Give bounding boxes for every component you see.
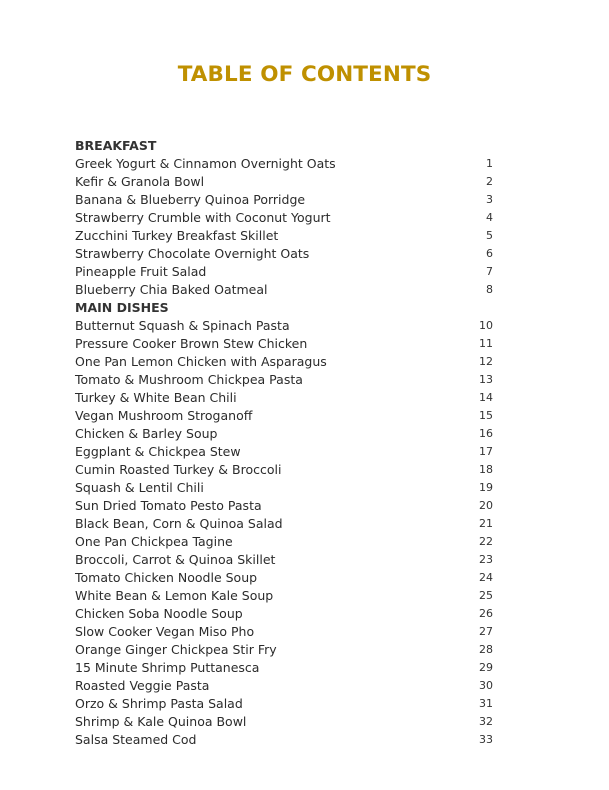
toc-entry-page-number: 24	[479, 571, 493, 584]
toc-entry[interactable]	[75, 317, 493, 335]
toc-entry[interactable]	[75, 209, 493, 227]
table-of-contents	[75, 137, 493, 749]
toc-entry[interactable]	[75, 425, 493, 443]
toc-entry-title: Slow Cooker Vegan Miso Pho	[75, 624, 255, 639]
toc-entry-title: Salsa Steamed Cod	[75, 732, 197, 747]
toc-entry-title: Turkey & White Bean Chili	[75, 390, 237, 405]
toc-entry-title: Black Bean, Corn & Quinoa Salad	[75, 516, 283, 531]
toc-entry-title: Butternut Squash & Spinach Pasta	[75, 318, 290, 333]
toc-entry-page-number: 15	[479, 409, 493, 422]
toc-entry-page-number: 10	[479, 319, 493, 332]
toc-entry-page-number: 2	[486, 175, 493, 188]
toc-entry-title: Orzo & Shrimp Pasta Salad	[75, 696, 243, 711]
toc-entry[interactable]	[75, 353, 493, 371]
toc-entry-title: Vegan Mushroom Stroganoff	[75, 408, 253, 423]
toc-entry-page-number: 1	[486, 157, 493, 170]
toc-entry-title: Orange Ginger Chickpea Stir Fry	[75, 642, 277, 657]
toc-entry-title: One Pan Lemon Chicken with Asparagus	[75, 354, 327, 369]
toc-entry-page-number: 19	[479, 481, 493, 494]
toc-entry-page-number: 14	[479, 391, 493, 404]
toc-entry[interactable]	[75, 389, 493, 407]
toc-entry-title: Zucchini Turkey Breakfast Skillet	[75, 228, 279, 243]
toc-entry-title: Banana & Blueberry Quinoa Porridge	[75, 192, 306, 207]
toc-entry[interactable]	[75, 695, 493, 713]
toc-entry-title: Strawberry Crumble with Coconut Yogurt	[75, 210, 331, 225]
toc-entry[interactable]	[75, 479, 493, 497]
toc-entry-title: Shrimp & Kale Quinoa Bowl	[75, 714, 247, 729]
toc-entry-title: Kefir & Granola Bowl	[75, 174, 205, 189]
toc-entry-title: Chicken & Barley Soup	[75, 426, 218, 441]
toc-entry[interactable]	[75, 677, 493, 695]
toc-entry-page-number: 17	[479, 445, 493, 458]
toc-entry-page-number: 6	[486, 247, 493, 260]
toc-entry-page-number: 7	[486, 265, 493, 278]
toc-entry-title: One Pan Chickpea Tagine	[75, 534, 233, 549]
toc-entry-title: Pressure Cooker Brown Stew Chicken	[75, 336, 308, 351]
toc-entry-title: Squash & Lentil Chili	[75, 480, 204, 495]
toc-entry-title: Roasted Veggie Pasta	[75, 678, 210, 693]
toc-entry[interactable]	[75, 623, 493, 641]
toc-entry-title: Eggplant & Chickpea Stew	[75, 444, 241, 459]
toc-entry-title: White Bean & Lemon Kale Soup	[75, 588, 274, 603]
toc-entry-page-number: 11	[479, 337, 493, 350]
toc-entry-page-number: 21	[479, 517, 493, 530]
toc-entry[interactable]	[75, 587, 493, 605]
toc-entry-title: Blueberry Chia Baked Oatmeal	[75, 282, 268, 297]
toc-entry[interactable]	[75, 281, 493, 299]
toc-entry-title: Cumin Roasted Turkey & Broccoli	[75, 462, 282, 477]
toc-entry[interactable]	[75, 659, 493, 677]
toc-entry-title: Tomato Chicken Noodle Soup	[75, 570, 258, 585]
toc-entry[interactable]	[75, 497, 493, 515]
toc-entry-page-number: 30	[479, 679, 493, 692]
toc-entry[interactable]	[75, 155, 493, 173]
toc-entry-title: 15 Minute Shrimp Puttanesca	[75, 660, 260, 675]
toc-entry[interactable]	[75, 641, 493, 659]
toc-entry[interactable]	[75, 605, 493, 623]
toc-entry[interactable]	[75, 371, 493, 389]
toc-entry[interactable]	[75, 515, 493, 533]
toc-entry[interactable]	[75, 173, 493, 191]
toc-entry[interactable]	[75, 461, 493, 479]
page-title: TABLE OF CONTENTS	[177, 62, 432, 87]
toc-entry[interactable]	[75, 335, 493, 353]
toc-entry[interactable]	[75, 569, 493, 587]
toc-entry-title: Chicken Soba Noodle Soup	[75, 606, 243, 621]
toc-entry-page-number: 16	[479, 427, 493, 440]
toc-entry[interactable]	[75, 245, 493, 263]
section-heading: BREAKFAST	[75, 138, 157, 153]
toc-entry-page-number: 18	[479, 463, 493, 476]
toc-entry-page-number: 20	[479, 499, 493, 512]
toc-entry[interactable]	[75, 407, 493, 425]
toc-entry-page-number: 26	[479, 607, 493, 620]
toc-entry-title: Sun Dried Tomato Pesto Pasta	[75, 498, 262, 513]
toc-entry-page-number: 33	[479, 733, 493, 746]
toc-entry[interactable]	[75, 191, 493, 209]
toc-entry-title: Tomato & Mushroom Chickpea Pasta	[75, 372, 303, 387]
toc-entry[interactable]	[75, 713, 493, 731]
toc-entry-page-number: 5	[486, 229, 493, 242]
toc-entry-page-number: 4	[486, 211, 493, 224]
toc-entry[interactable]	[75, 533, 493, 551]
toc-entry-title: Pineapple Fruit Salad	[75, 264, 207, 279]
toc-entry[interactable]	[75, 731, 493, 749]
toc-entry-title: Broccoli, Carrot & Quinoa Skillet	[75, 552, 276, 567]
toc-entry-page-number: 23	[479, 553, 493, 566]
toc-entry[interactable]	[75, 227, 493, 245]
toc-entry-page-number: 8	[486, 283, 493, 296]
toc-entry-page-number: 28	[479, 643, 493, 656]
toc-entry-page-number: 12	[479, 355, 493, 368]
toc-entry-page-number: 25	[479, 589, 493, 602]
toc-entry-page-number: 27	[479, 625, 493, 638]
toc-entry-title: Strawberry Chocolate Overnight Oats	[75, 246, 310, 261]
toc-entry-page-number: 13	[479, 373, 493, 386]
toc-entry-page-number: 29	[479, 661, 493, 674]
toc-entry[interactable]	[75, 263, 493, 281]
toc-entry-page-number: 3	[486, 193, 493, 206]
toc-entry-page-number: 31	[479, 697, 493, 710]
toc-entry-title: Greek Yogurt & Cinnamon Overnight Oats	[75, 156, 336, 171]
toc-entry[interactable]	[75, 443, 493, 461]
toc-entry[interactable]	[75, 551, 493, 569]
toc-entry-page-number: 32	[479, 715, 493, 728]
toc-entry-page-number: 22	[479, 535, 493, 548]
section-heading: MAIN DISHES	[75, 300, 169, 315]
